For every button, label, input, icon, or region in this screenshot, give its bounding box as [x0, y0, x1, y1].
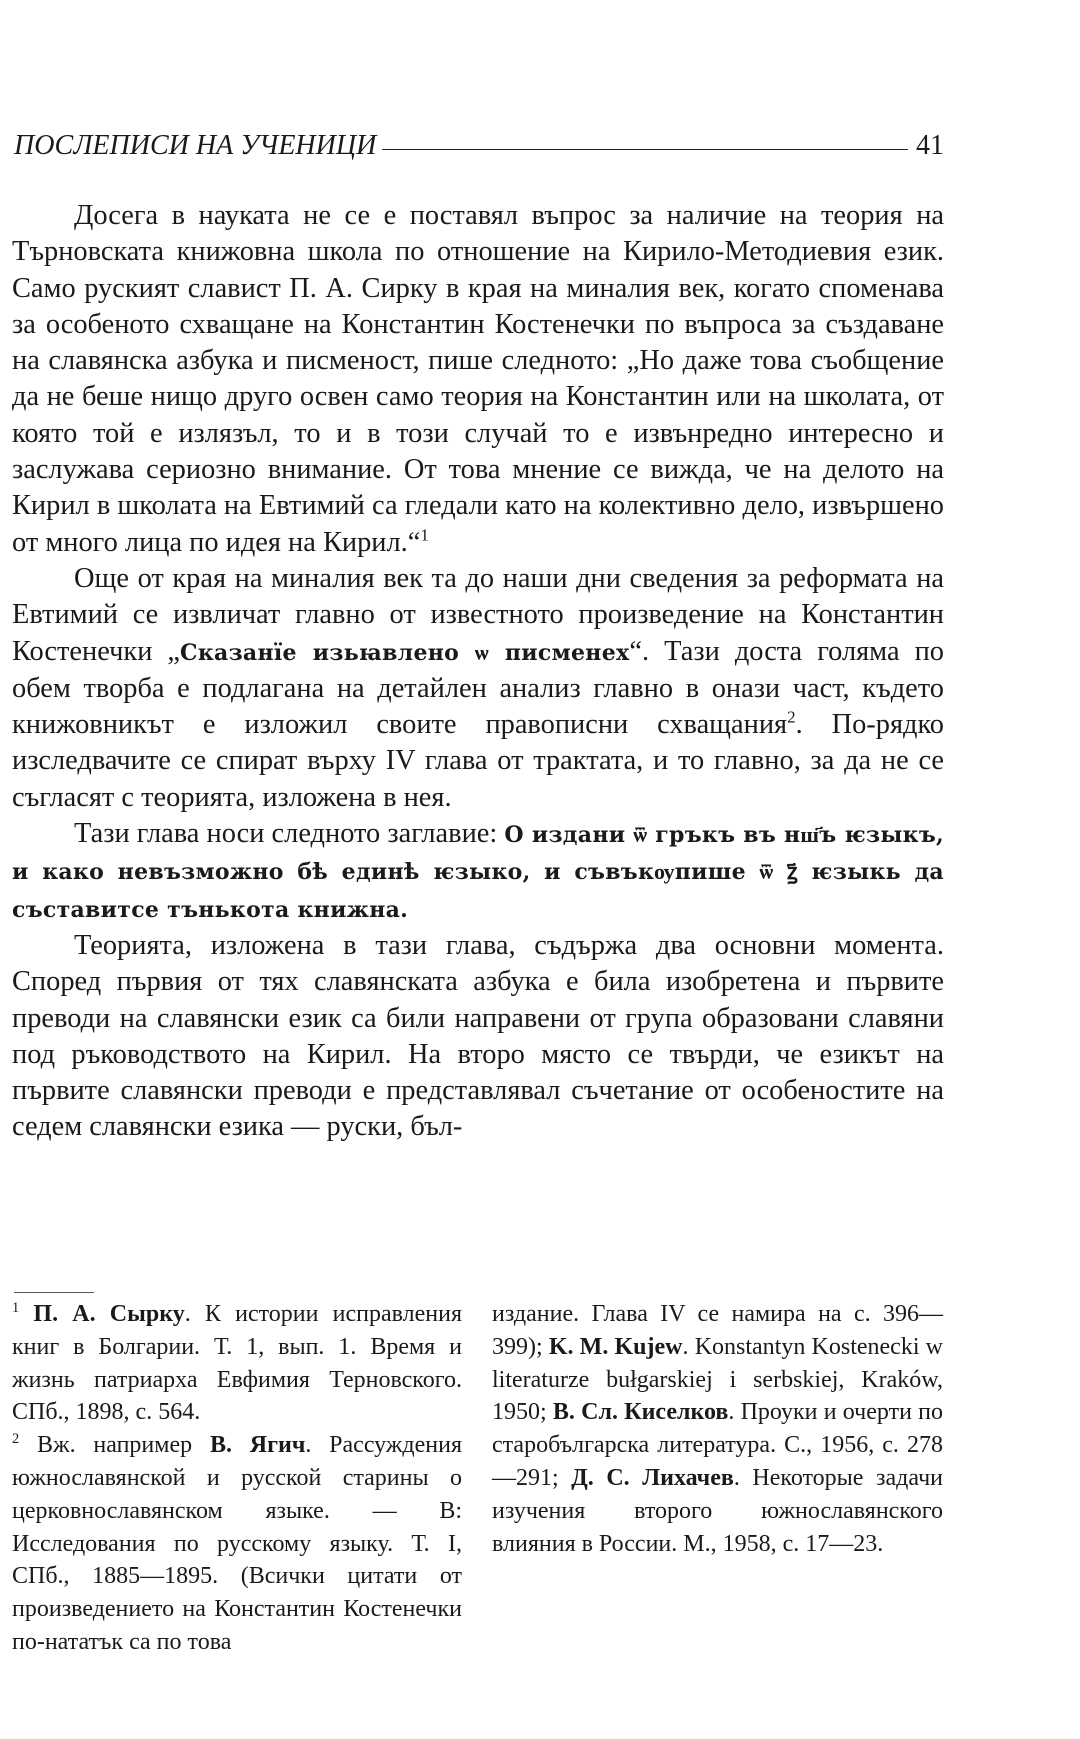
old-slavonic-title: Сказанїе изьꙗвлено ѡ писменех [180, 639, 630, 666]
footnotes-left-column [12, 1298, 462, 1659]
paragraph-1-text: Досега в науката не се е поставял въпрос за наличие на теория на Търновската книжовна школа по отношение на Кирило-Методиевия език. Само руският славист П. А. Сирку в края на миналия век, когато споменава за особеното схващане на Константин Костенечки по въпроса за създаване на славянска азбука и писменост, пише следното: „Но даже това съобщение да не беше нищо друго освен само теория на Константин или на школата, от която той е излязъл, то и в този случай то е извънредно интересно и заслужава сериозно внимание. От това мнение се вижда, че на делото на Кирил в школата на Евтимий са гледали като на колективно дело, извършено от много лица по идея на Кирил.“ [12, 200, 944, 558]
footnote-2-text-3: . Проуки и очерти по старобългарска литература. С., 1956, с. 278—291; [492, 1399, 943, 1491]
footnote-1-author: П. А. Сырку [33, 1301, 185, 1327]
running-header [14, 129, 944, 163]
paragraph-1 [12, 198, 944, 561]
page-number: 41 [916, 130, 944, 161]
old-slavonic-chapter-title: О издани ѿ гръкъ въ нш҃ъ ѥзыкъ, и како невъзможно бѣ единѣ ѥзыко, и съвъкѹпише ѿ ꙁ҃ ѥзыкь да съставитсе тънькота книжна. [12, 822, 944, 923]
paragraph-2-text-c: . По-рядко изследвачите се спират върху IV глава от трактата, и то главно, за да не се съгласят с теорията, изложена в нея. [12, 709, 944, 813]
main-text [12, 198, 944, 1146]
footnote-2-author-4: Д. С. Лихачев [571, 1464, 734, 1491]
paragraph-2 [12, 561, 944, 816]
footnote-2-continued [492, 1298, 943, 1560]
footnote-2-text-4: . Некоторые задачи изучения второго южнославянского влияния в России. М., 1958, с. 17—23. [492, 1464, 943, 1557]
footnote-2-text-2: . Konstantyn Kostenecki w literaturze bułgarskiej i serbskiej, Kraków, 1950; [492, 1333, 943, 1426]
footnote-2-number: 2 [12, 1431, 20, 1448]
footnote-2-author-2: K. M. Kujew [548, 1333, 683, 1360]
footnote-1-text: . К истории исправления книг в Болгарии. Т. 1, вып. 1. Время и жизнь патриарха Евфимия Терновского. СПб., 1898, с. 564. [12, 1301, 463, 1426]
footnote-2 [12, 1429, 462, 1659]
paragraph-3-text: Тази глава носи следното заглавие: [74, 818, 505, 850]
footnote-separator [14, 1292, 94, 1293]
footnote-ref-1: 1 [420, 525, 429, 545]
paragraph-2-text-a: Още от края на миналия век та до наши дни сведения за реформата на Евтимий се извличат главно от известното произведение на Константин Костенечки „ [12, 562, 944, 667]
footnote-1 [12, 1298, 462, 1429]
paragraph-2-text-b: “. Тази доста голяма по обем творба е подлагана на детайлен анализ главно в онази част, където книжовникът е изложил своите правописни схващания [12, 635, 944, 741]
footnote-2-text-1: . Рассуждения южнославянской и русской старины о церковнославянском языке. — В: Исследования по русскому языку. Т. I, СПб., 1885—1895. (Всички цитати от произведението на Константин Костенечки по-нататък са по това [12, 1432, 463, 1655]
footnote-2-author-3: В. Сл. Киселков [552, 1399, 729, 1426]
footnote-2-pre: Вж. например [19, 1432, 210, 1459]
paragraph-4: Теорията, изложена в тази глава, съдържа два основни момента. Според първия от тях славянската азбука е била изобретена и първите преводи на славянски език са били направени от група образовани славяни под ръководството на Кирил. На второ място се твърди, че езикът на първите славянски преводи е представлявал съчетание от особеностите на седем славянски езика — руски, бъл- [12, 929, 944, 1143]
footnote-2-author-1: В. Ягич [209, 1432, 306, 1459]
footnote-ref-2: 2 [787, 707, 796, 727]
footnote-1-number: 1 [12, 1300, 20, 1316]
header-rule [382, 149, 908, 150]
paragraph-3 [12, 816, 944, 928]
footnote-2-cont: издание. Глава IV се намира на с. 396—399); [492, 1301, 943, 1360]
running-title: ПОСЛЕПИСИ НА УЧЕНИЦИ [14, 130, 377, 161]
footnotes-right-column [492, 1298, 943, 1560]
